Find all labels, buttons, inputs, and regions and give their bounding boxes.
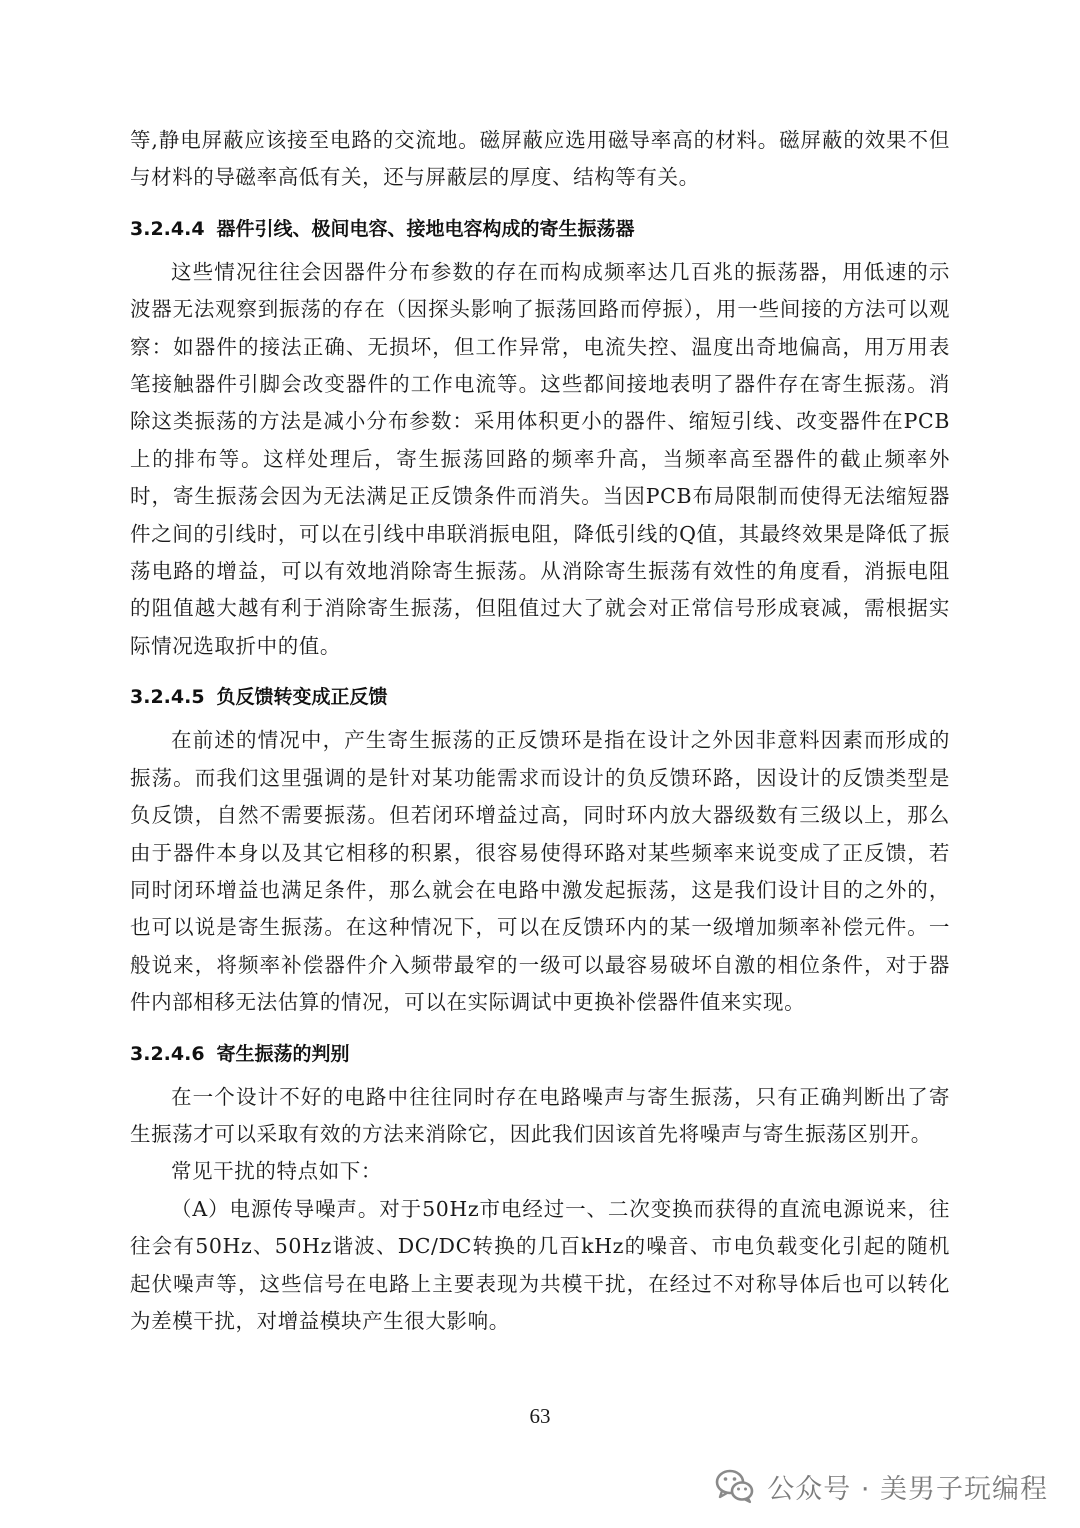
watermark xyxy=(715,1466,1048,1506)
section-title: 寄生振荡的判别 xyxy=(216,1042,350,1065)
watermark-text: 公众号 · 美男子玩编程 xyxy=(767,1473,1048,1505)
paragraph-shielding: 等,静电屏蔽应该接至电路的交流地。磁屏蔽应选用磁导率高的材料。磁屏蔽的效果不但与材料的导磁率高低有关，还与屏蔽层的厚度、结构等有关。 xyxy=(130,128,950,190)
section-title: 负反馈转变成正反馈 xyxy=(216,686,388,709)
section-title: 器件引线、极间电容、接地电容构成的寄生振荡器 xyxy=(216,217,635,240)
section-heading-3-2-4-4 xyxy=(130,217,950,241)
page-body xyxy=(130,122,950,1340)
section-heading-3-2-4-5 xyxy=(130,685,950,709)
section-heading-3-2-4-6 xyxy=(130,1042,950,1066)
paragraph-oscillation-judgement: 在一个设计不好的电路中往往同时存在电路噪声与寄生振荡，只有正确判断出了寄生振荡才可以采取有效的方法来消除它，因此我们因该首先将噪声与寄生振荡区别开。 xyxy=(130,1084,950,1146)
section-number: 3.2.4.5 xyxy=(130,686,205,709)
paragraph-parasitic-oscillator: 这些情况往往会因器件分布参数的存在而构成频率达几百兆的振荡器，用低速的示波器无法观察到振荡的存在（因探头影响了振荡回路而停振），用一些间接的方法可以观察：如器件的接法正确、无损坏，但工作异常，电流失控、温度出奇地偏高，用万用表笔接触器件引脚会改变器件的工作电流等。这些都间接地表明了器件存在寄生振荡。消除这类振荡的方法是减小分布参数：采用体积更小的器件、缩短引线、改变器件在PCB上的排布等。这样处理后，寄生振荡回路的频率升高，当频率高至器件的截止频率外时，寄生振荡会因为无法满足正反馈条件而消失。当因PCB布局限制而使得无法缩短器件之间的引线时，可以在引线中串联消振电阻，降低引线的Q值，其最终效果是降低了振荡电路的增益，可以有效地消除寄生振荡。从消除寄生振荡有效性的角度看，消振电阻的阻值越大越有利于消除寄生振荡，但阻值过大了就会对正常信号形成衰减，需根据实际情况选取折中的值。 xyxy=(130,259,950,658)
section-number: 3.2.4.6 xyxy=(130,1042,205,1065)
wechat-icon xyxy=(715,1468,755,1504)
paragraph-interference-intro: 常见干扰的特点如下： xyxy=(171,1159,382,1184)
paragraph-power-noise: （A）电源传导噪声。对于50Hz市电经过一、二次变换而获得的直流电源说来，往往会有50Hz、50Hz谐波、DC/DC转换的几百kHz的噪音、市电负载变化引起的随机起伏噪声等，这些信号在电路上主要表现为共模干扰，在经过不对称导体后也可以转化为差模干扰，对增益模块产生很大影响。 xyxy=(130,1196,950,1333)
page-number: 63 xyxy=(529,1404,551,1428)
paragraph-negative-feedback: 在前述的情况中，产生寄生振荡的正反馈环是指在设计之外因非意料因素而形成的振荡。而我们这里强调的是针对某功能需求而设计的负反馈环路，因设计的反馈类型是负反馈，自然不需要振荡。但若闭环增益过高，同时环内放大器级数有三级以上，那么由于器件本身以及其它相移的积累，很容易使得环路对某些频率来说变成了正反馈，若同时闭环增益也满足条件，那么就会在电路中激发起振荡，这是我们设计目的之外的，也可以说是寄生振荡。在这种情况下，可以在反馈环内的某一级增加频率补偿元件。一般说来，将频率补偿器件介入频带最窄的一级可以最容易破坏自激的相位条件，对于器件内部相移无法估算的情况，可以在实际调试中更换补偿器件值来实现。 xyxy=(130,728,950,1015)
section-number: 3.2.4.4 xyxy=(130,217,205,240)
